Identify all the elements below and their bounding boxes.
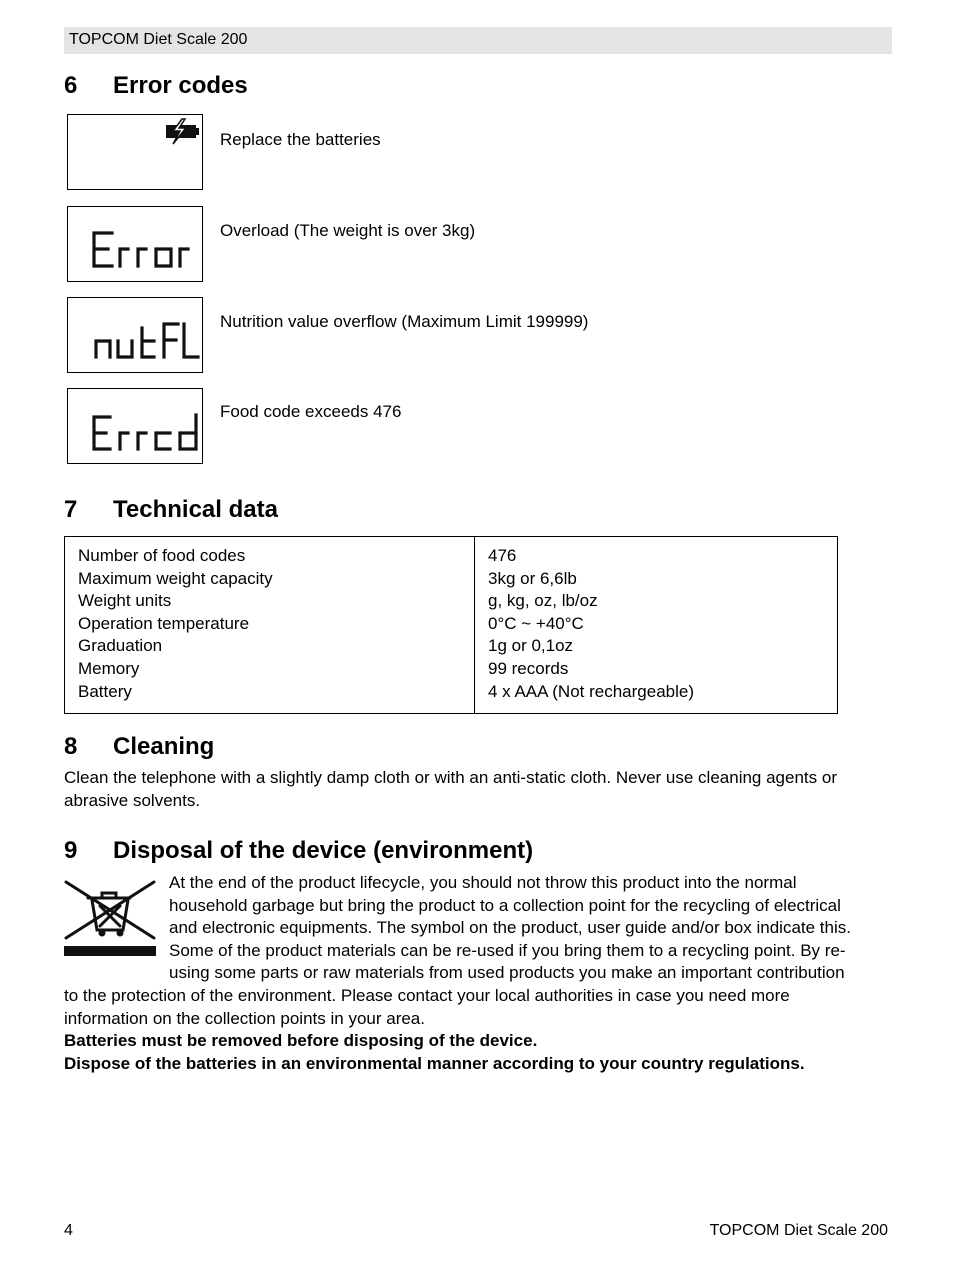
disposal-line: household garbage but bring the product to a collection point for the recycling of electrical	[169, 895, 841, 915]
section-9-heading	[64, 836, 533, 866]
lcd-nutfl-glyphs	[68, 298, 202, 372]
footer-title: TOPCOM Diet Scale 200	[709, 1222, 888, 1239]
disposal-line: Some of the product materials can be re-used if you bring them to a recycling point. By re-	[169, 940, 846, 960]
spec-values-cell	[475, 537, 838, 714]
page-number: 4	[64, 1222, 73, 1239]
spec-label: Weight units	[78, 591, 172, 611]
spec-value: g, kg, oz, lb/oz	[488, 591, 598, 611]
spec-labels-cell	[65, 537, 475, 714]
error-description: Food code exceeds 476	[220, 402, 402, 421]
spec-label: Maximum weight capacity	[78, 568, 273, 588]
disposal-line: using some parts or raw materials from used products you make an important contribution	[169, 963, 845, 983]
spec-label: Graduation	[78, 636, 163, 656]
section-title: Disposal of the device (environment)	[113, 837, 534, 864]
section-number: 8	[64, 733, 78, 760]
spec-value: 4 x AAA (Not rechargeable)	[488, 681, 695, 701]
lcd-error-glyphs	[68, 207, 202, 281]
batteries-warning: Batteries must be removed before disposing of the device.	[64, 1031, 538, 1050]
spec-value: 0°C ~ +40°C	[488, 613, 584, 633]
section-title: Error codes	[113, 72, 248, 99]
section-6-heading	[64, 71, 248, 101]
spec-value: 3kg or 6,6lb	[488, 568, 577, 588]
section-8-heading	[64, 732, 214, 762]
spec-label: Operation temperature	[78, 613, 250, 633]
section-number: 9	[64, 837, 78, 864]
lcd-nutfl	[67, 297, 203, 373]
header-title: TOPCOM Diet Scale 200	[69, 31, 248, 48]
battery-icon	[68, 115, 202, 189]
spec-value: 476	[488, 546, 517, 565]
spec-label: Battery	[78, 681, 132, 701]
disposal-line: and electronic equipments. The symbol on the product, user guide and/or box indicate this.	[169, 918, 851, 938]
lcd-error	[67, 206, 203, 282]
spec-value: 1g or 0,1oz	[488, 636, 574, 656]
spec-label: Number of food codes	[78, 546, 246, 565]
page-header	[64, 27, 892, 54]
lcd-battery-low	[67, 114, 203, 190]
crossed-out-wheelie-bin-icon	[64, 878, 156, 958]
section-number: 7	[64, 496, 78, 523]
batteries-disposal-note: Dispose of the batteries in an environmental manner according to your country regulations.	[64, 1054, 805, 1073]
error-description: Replace the batteries	[220, 130, 381, 149]
technical-data-table	[64, 536, 838, 714]
spec-label: Memory	[78, 658, 140, 678]
section-number: 6	[64, 72, 78, 99]
error-description: Overload (The weight is over 3kg)	[220, 221, 476, 240]
disposal-line: At the end of the product lifecycle, you should not throw this product into the normal	[169, 873, 797, 892]
section-title: Technical data	[113, 496, 278, 523]
section-title: Cleaning	[113, 733, 215, 760]
cleaning-text: Clean the telephone with a slightly damp cloth or with an anti-static cloth. Never use cleaning agents or abrasive solvents.	[64, 768, 837, 810]
lcd-errcd	[67, 388, 203, 464]
lcd-errcd-glyphs	[68, 389, 202, 463]
section-7-heading	[64, 495, 278, 525]
disposal-line: information on the collection points in your area.	[64, 1008, 425, 1028]
error-description: Nutrition value overflow (Maximum Limit 199999)	[220, 312, 589, 331]
spec-value: 99 records	[488, 658, 569, 678]
disposal-line: to the protection of the environment. Please contact your local authorities in case you need more	[64, 986, 790, 1005]
